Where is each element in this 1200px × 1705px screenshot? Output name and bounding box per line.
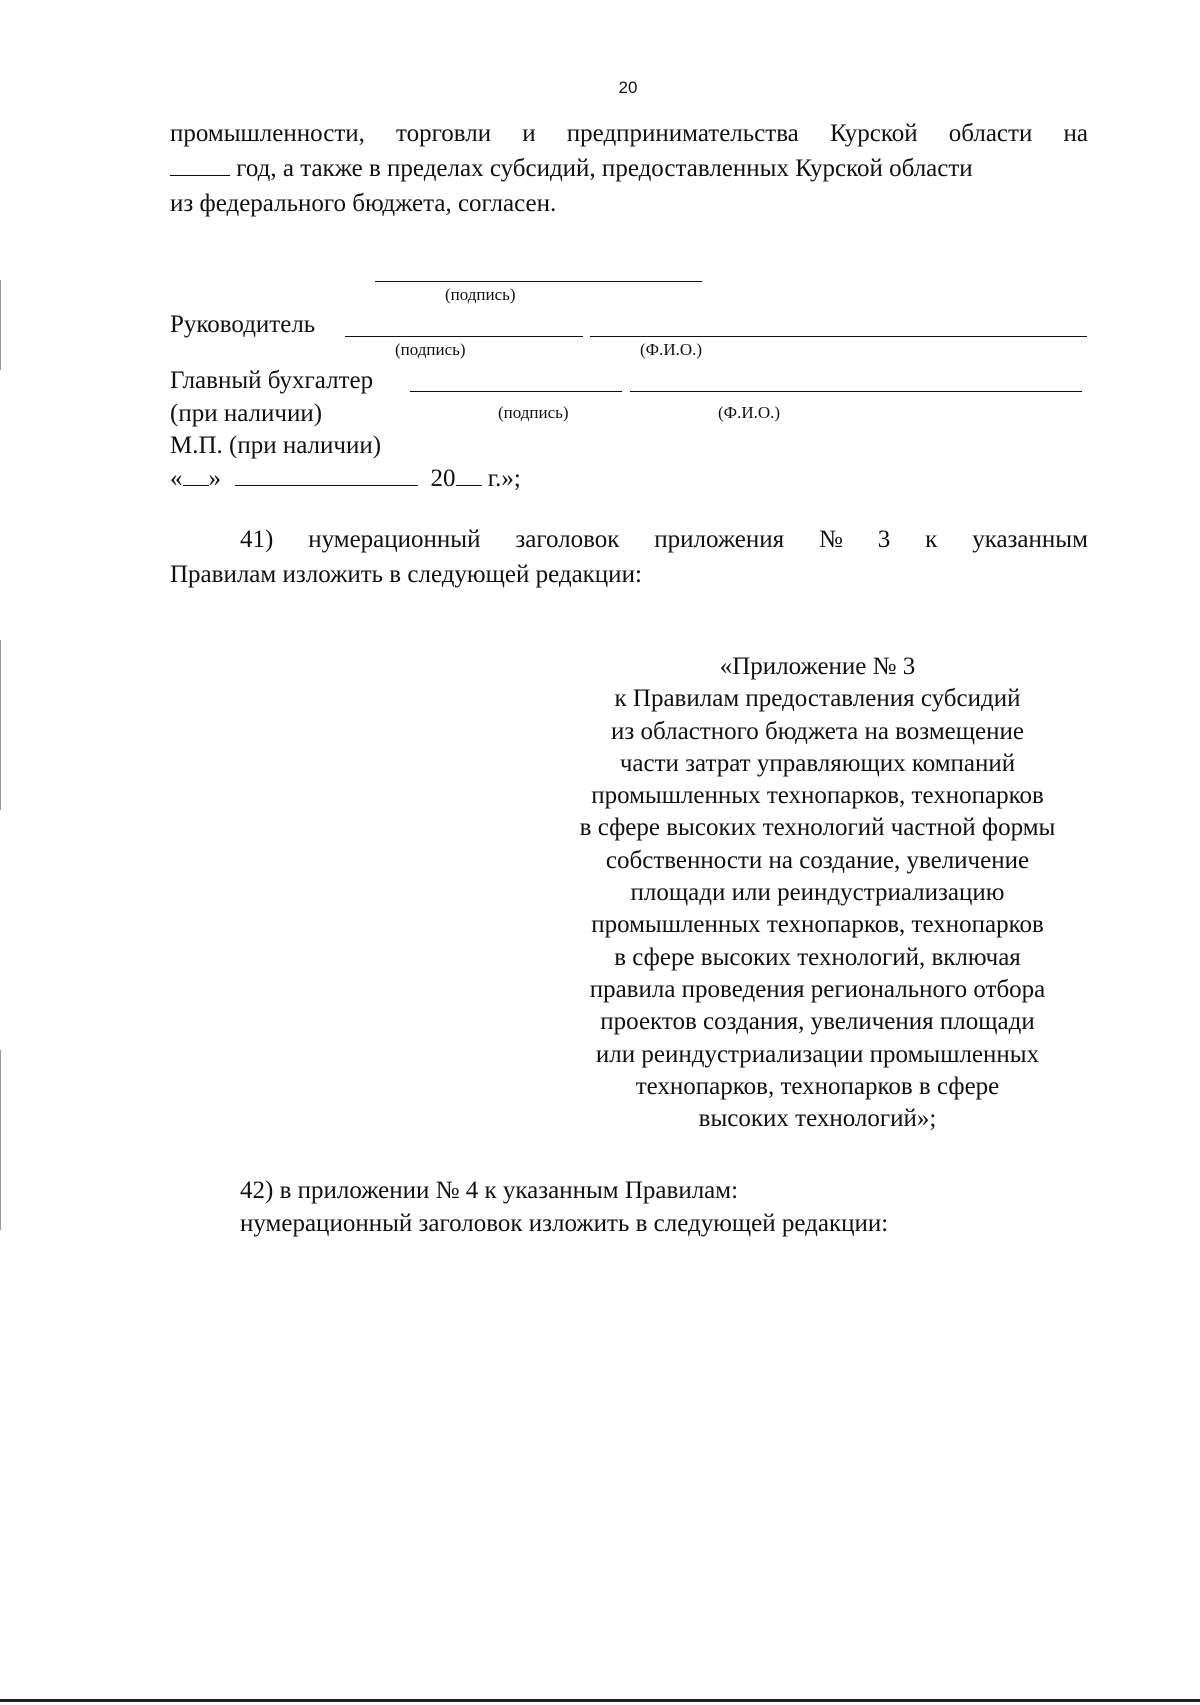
- day-blank: [183, 463, 209, 486]
- top-signature-line: [375, 281, 702, 282]
- item42-line-2: нумерационный заголовок изложить в следующей редакции:: [240, 1210, 889, 1237]
- intro-line-2: год, а также в пределах субсидий, предоставленных Курской области: [170, 152, 973, 186]
- accountant-signature-caption: (подпись): [498, 403, 569, 422]
- item41-word: 3: [877, 526, 891, 553]
- head-name-caption: (Ф.И.О.): [640, 340, 703, 359]
- accountant-name-line: [630, 391, 1082, 392]
- scan-edge-mark: [0, 640, 1, 810]
- date-line: « » 20 г.»;: [170, 465, 521, 492]
- item41-word: 41): [240, 526, 274, 553]
- item42-line-1: 42) в приложении № 4 к указанным Правилам:: [240, 1177, 739, 1204]
- accountant-note: (при наличии): [170, 400, 323, 427]
- intro-word: торговли: [396, 120, 492, 147]
- intro-word: области: [948, 120, 1033, 147]
- item41-word: указанным: [972, 526, 1088, 553]
- appendix-header-line: или реиндустриализации промышленных: [595, 1040, 1040, 1068]
- head-signature-line: [345, 336, 583, 337]
- appendix-header-line: в сфере высоких технологий, включая: [614, 943, 1021, 971]
- appendix-header-line: высоких технологий»;: [698, 1105, 937, 1133]
- appendix-header-line: из областного бюджета на возмещение: [611, 717, 1024, 745]
- accountant-signature-line: [410, 391, 622, 392]
- appendix-header-line: промышленных технопарков, технопарков: [591, 911, 1044, 939]
- month-blank: [235, 463, 418, 486]
- scan-bottom-border: [0, 1699, 1200, 1702]
- appendix-header-line: к Правилам предоставления субсидий: [614, 685, 1021, 713]
- page-number: 20: [618, 78, 638, 97]
- appendix-header-line: площади или реиндустриализацию: [630, 879, 1005, 907]
- appendix-header-line: правила проведения регионального отбора: [589, 975, 1046, 1003]
- item41-word: приложения: [654, 526, 785, 553]
- scan-edge-mark: [0, 280, 1, 370]
- accountant-label: Главный бухгалтер: [170, 367, 374, 394]
- appendix-header-line: в сфере высоких технологий частной формы: [579, 814, 1056, 842]
- appendix-header-line: промышленных технопарков, технопарков: [591, 782, 1044, 810]
- head-label: Руководитель: [170, 311, 316, 338]
- intro-word: промышленности,: [170, 120, 365, 147]
- item41-word: нумерационный: [308, 526, 481, 553]
- item41-word: к: [925, 526, 938, 553]
- appendix-header-line: части затрат управляющих компаний: [619, 749, 1016, 777]
- intro-line-1: [170, 117, 1088, 151]
- top-signature-caption: (подпись): [445, 285, 516, 304]
- appendix-header-line: технопарков, технопарков в сфере: [635, 1072, 1000, 1100]
- head-signature-caption: (подпись): [395, 340, 466, 359]
- accountant-name-caption: (Ф.И.О.): [718, 403, 781, 422]
- item41-word: №: [819, 526, 843, 553]
- head-name-line: [590, 336, 1087, 337]
- scan-edge-mark: [0, 1050, 1, 1230]
- year-suffix-blank: [456, 463, 482, 486]
- intro-word: предпринимательства: [566, 120, 799, 147]
- item41-line-1: [240, 523, 1088, 557]
- seal-label: М.П. (при наличии): [170, 432, 382, 459]
- intro-line-3: из федерального бюджета, согласен.: [170, 190, 557, 217]
- intro-word: Курской: [829, 120, 918, 147]
- appendix-header: [535, 651, 1100, 1135]
- intro-word: и: [522, 120, 536, 147]
- appendix-header-line: «Приложение № 3: [719, 653, 916, 680]
- year-blank: [170, 153, 230, 176]
- appendix-header-line: проектов создания, увеличения площади: [600, 1008, 1035, 1036]
- intro-word: на: [1063, 120, 1088, 147]
- item41-word: заголовок: [515, 526, 620, 553]
- appendix-header-line: собственности на создание, увеличение: [605, 846, 1030, 874]
- item41-line-2: Правилам изложить в следующей редакции:: [170, 561, 642, 588]
